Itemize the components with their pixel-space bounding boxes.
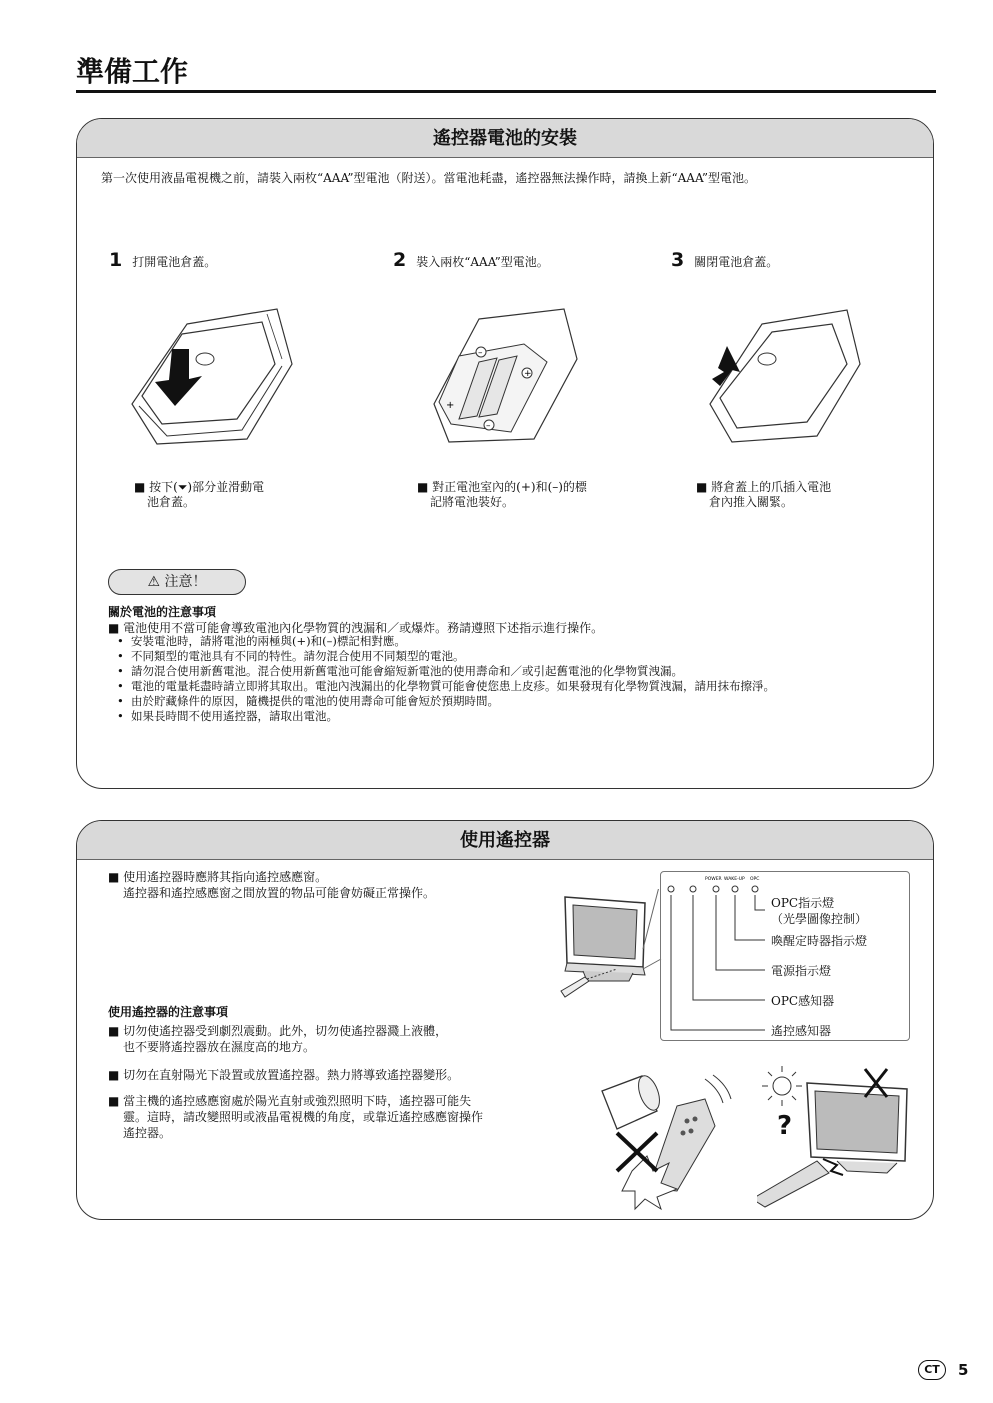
step-1: [109, 249, 216, 271]
locale-badge: CT: [918, 1360, 946, 1380]
sensor-top-label: POWER: [705, 877, 722, 882]
step-2: [393, 249, 549, 271]
list-item: • 由於貯藏條件的原因，隨機提供的電池的使用壽命可能會短於預期時間。: [117, 694, 775, 709]
caution-line: 遙控器。: [123, 1126, 172, 1140]
remote-sensor-label: 遙控感知器: [771, 1024, 832, 1038]
step-3: [671, 249, 778, 271]
sun-icon: [762, 1066, 802, 1106]
sensor-top-label: OPC: [750, 877, 760, 882]
tv-remote-illustration: [547, 889, 667, 1009]
note-line: 倉內推入關緊。: [709, 495, 794, 509]
note-line: ■ 按下(⏷)部分並滑動電: [134, 480, 265, 494]
page-title: 準備工作: [76, 55, 189, 88]
remote-insert-batteries-illustration: [429, 304, 579, 449]
spill-illustration: [587, 1071, 747, 1211]
remote-open-cover-illustration: [127, 304, 297, 449]
list-item: • 安裝電池時，請將電池的兩極與(+)和(–)標記相對應。: [117, 634, 775, 649]
battery-panel: [76, 118, 934, 789]
svg-text:–: –: [478, 348, 483, 358]
remote-caution-heading: 使用遙控器的注意事項: [108, 1005, 229, 1019]
svg-text:–: –: [486, 421, 491, 431]
caution-label: 注意！: [164, 574, 207, 590]
note-line: ■ 對正電池室內的(+)和(–)的標: [417, 480, 587, 494]
remote-caution-2: ■ 切勿在直射陽光下設置或放置遙控器。熱力將導致遙控器變形。: [108, 1068, 460, 1082]
list-item: • 不同類型的電池具有不同的特性。請勿混合使用不同類型的電池。: [117, 649, 775, 664]
intro-line: ■ 使用遙控器時應將其指向遙控感應窗。: [108, 870, 328, 884]
remote-caution-1: [108, 1023, 447, 1055]
step-1-note: [134, 480, 312, 510]
note-line: 池倉蓋。: [147, 495, 196, 509]
remote-caution-3: [108, 1093, 483, 1141]
svg-text:+: +: [524, 369, 532, 379]
opc-indicator-label: OPC指示燈: [771, 896, 835, 910]
question-mark: ?: [777, 1111, 793, 1141]
step-3-note: [696, 480, 874, 510]
remote-panel: [76, 820, 934, 1220]
caution-line: ■ 當主機的遙控感應窗處於陽光直射或強烈照明下時，遙控器可能失: [108, 1094, 472, 1108]
sensor-callout: [660, 871, 910, 1041]
caution-lead: ■ 電池使用不當可能會導致電池內化學物質的洩漏和／或爆炸。務請遵照下述指示進行操作。: [108, 621, 604, 635]
caution-heading: 關於電池的注意事項: [108, 605, 217, 619]
battery-heading: 遙控器電池的安裝: [77, 119, 933, 158]
list-item: • 電池的電量耗盡時請立即將其取出。電池內洩漏出的化學物質可能會使您患上皮疹。如果發現有化學物質洩漏，請用抹布擦淨。: [117, 679, 775, 694]
note-line: 記將電池裝好。: [430, 495, 515, 509]
step-2-note: [417, 480, 617, 510]
remote-close-cover-illustration: [692, 304, 862, 449]
step-number: 2: [393, 249, 407, 271]
caution-line: 也不要將遙控器放在濕度高的地方。: [123, 1040, 316, 1054]
step-title: 打開電池倉蓋。: [132, 255, 217, 269]
intro-line: 遙控器和遙控感應窗之間放置的物品可能會妨礙正常操作。: [123, 886, 436, 900]
remote-intro: [108, 869, 435, 901]
note-line: ■ 將倉蓋上的爪插入電池: [696, 480, 832, 494]
step-title: 關閉電池倉蓋。: [694, 255, 779, 269]
list-item: • 請勿混合使用新舊電池。混合使用新舊電池可能會縮短新電池的使用壽命和／或引起舊電池的化學物質洩漏。: [117, 664, 775, 679]
battery-intro: 第一次使用液晶電視機之前，請裝入兩枚“AAA”型電池（附送）。當電池耗盡，遙控器無法操作時，請換上新“AAA”型電池。: [101, 171, 757, 185]
caution-badge: [108, 569, 246, 595]
sensor-top-label: WAKE-UP: [724, 877, 745, 882]
page-number: 5: [958, 1361, 969, 1379]
list-item: • 如果長時間不使用遙控器，請取出電池。: [117, 709, 775, 724]
wakeup-indicator-label: 喚醒定時器指示燈: [771, 934, 868, 948]
caution-list: [117, 634, 775, 724]
warning-icon: ⚠: [147, 574, 165, 590]
step-title: 裝入兩枚“AAA”型電池。: [416, 255, 549, 269]
power-indicator-label: 電源指示燈: [771, 964, 832, 978]
opc-note-label: （光學圖像控制）: [771, 912, 868, 926]
title-rule: [76, 90, 936, 93]
remote-heading: 使用遙控器: [77, 821, 933, 860]
caution-line: 靈。這時，請改變照明或液晶電視機的角度，或靠近遙控感應窗操作: [123, 1110, 484, 1124]
step-number: 3: [671, 249, 685, 271]
svg-text:+: +: [446, 400, 455, 411]
step-number: 1: [109, 249, 123, 271]
caution-line: ■ 切勿使遙控器受到劇烈震動。此外，切勿使遙控器濺上液體，: [108, 1024, 448, 1038]
opc-sensor-label: OPC感知器: [771, 994, 835, 1008]
